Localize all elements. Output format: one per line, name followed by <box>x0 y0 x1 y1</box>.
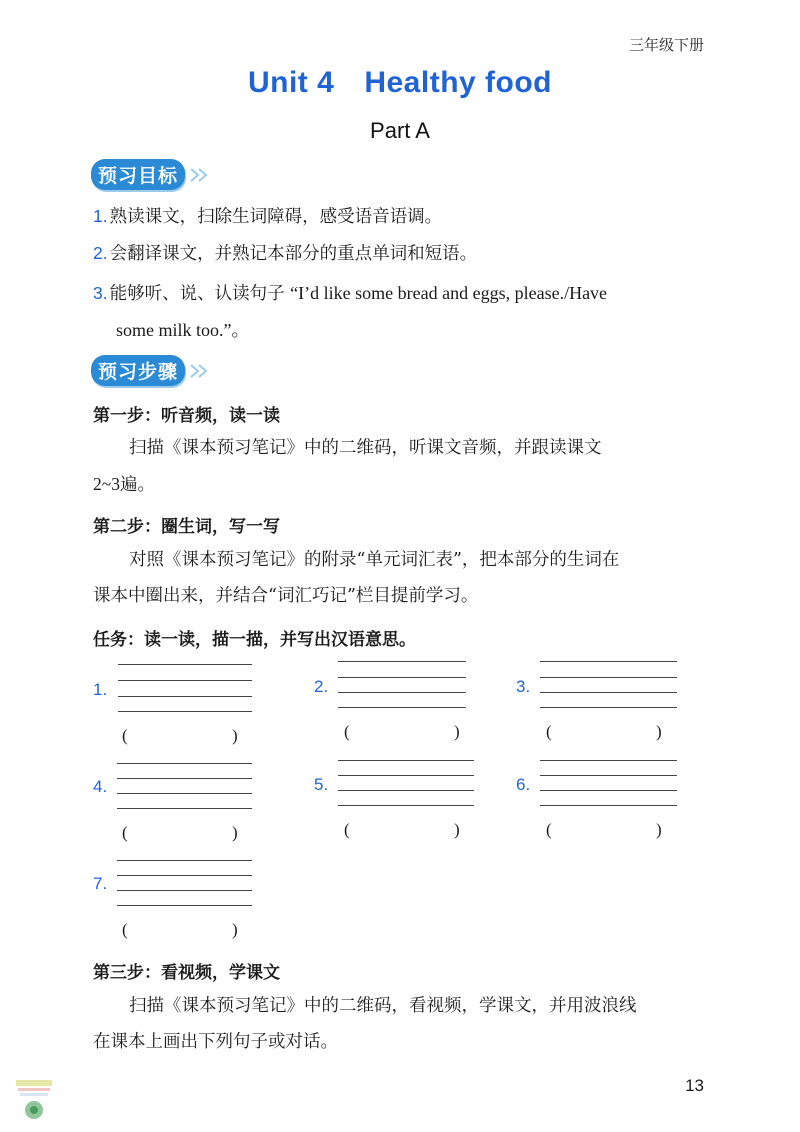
writing-line[interactable] <box>338 775 474 776</box>
answer-open-paren: ( <box>122 726 128 745</box>
writing-line[interactable] <box>338 677 466 678</box>
exercise-number: 1. <box>93 680 108 699</box>
writing-line[interactable] <box>338 805 474 806</box>
writing-line[interactable] <box>540 661 677 662</box>
step-1-title: 第一步：听音频，读一读 <box>93 406 280 426</box>
step-3-line-1: 扫描《课本预习笔记》中的二维码，看视频，学课文，并用波浪线 <box>129 996 637 1016</box>
goal-number: 1. <box>93 206 108 226</box>
step-3-line-2: 在课本上画出下列句子或对话。 <box>93 1032 338 1052</box>
step-2-title: 第二步：圈生词，写一写 <box>93 517 280 537</box>
task-instruction: 任务：读一读，描一描，并写出汉语意思。 <box>93 630 416 650</box>
writing-line[interactable] <box>338 760 474 761</box>
unit-title <box>0 66 800 100</box>
answer-close-paren: ) <box>454 722 460 741</box>
writing-line[interactable] <box>338 692 466 693</box>
part-title: Part A <box>370 118 430 143</box>
exercise-number: 2. <box>314 677 329 696</box>
goal-sentence-english-continued: some milk too.”。 <box>116 320 250 340</box>
answer-close-paren: ) <box>232 823 238 842</box>
writing-line[interactable] <box>117 778 252 779</box>
page-number: 13 <box>685 1076 704 1095</box>
publisher-stamp-icon <box>14 1078 54 1124</box>
unit-number: Unit 4 <box>247 66 335 99</box>
writing-line[interactable] <box>540 790 677 791</box>
writing-line[interactable] <box>117 763 252 764</box>
answer-open-paren: ( <box>344 722 350 741</box>
writing-line[interactable] <box>118 711 252 712</box>
writing-line[interactable] <box>540 677 677 678</box>
step-2-line-1: 对照《课本预习笔记》的附录“单元词汇表”，把本部分的生词在 <box>129 550 620 570</box>
goal-text: 能够听、说、认读句子 <box>109 284 291 304</box>
exercise-number: 7. <box>93 874 108 893</box>
exercise-number: 4. <box>93 777 108 796</box>
answer-close-paren: ) <box>656 820 662 839</box>
step-1-line-2: 2~3遍。 <box>93 474 155 494</box>
step-3-title: 第三步：看视频，学课文 <box>93 963 280 983</box>
step-1-text <box>93 430 715 502</box>
goal-2 <box>93 240 477 265</box>
goal-3-continued <box>116 316 250 342</box>
writing-line[interactable] <box>540 692 677 693</box>
goal-1 <box>93 203 442 228</box>
step-2-line-2: 课本中圈出来，并结合“词汇巧记”栏目提前学习。 <box>93 586 479 606</box>
answer-open-paren: ( <box>122 823 128 842</box>
writing-line[interactable] <box>540 760 677 761</box>
exercise-number: 3. <box>516 677 531 696</box>
writing-line[interactable] <box>117 875 252 876</box>
double-chevron-icon <box>188 166 210 184</box>
answer-open-paren: ( <box>546 820 552 839</box>
writing-line[interactable] <box>118 680 252 681</box>
writing-line[interactable] <box>338 661 466 662</box>
writing-line[interactable] <box>540 775 677 776</box>
grade-label: 三年级下册 <box>628 36 704 54</box>
unit-topic: Healthy food <box>364 66 552 99</box>
writing-line[interactable] <box>117 905 252 906</box>
answer-close-paren: ) <box>656 722 662 741</box>
writing-line[interactable] <box>118 664 252 665</box>
writing-line[interactable] <box>117 890 252 891</box>
goal-text: 熟读课文，扫除生词障碍，感受语音语调。 <box>109 207 443 227</box>
goals-badge-label: 预习目标 <box>91 159 185 190</box>
goal-3 <box>93 280 607 305</box>
answer-open-paren: ( <box>546 722 552 741</box>
answer-close-paren: ) <box>454 820 460 839</box>
answer-close-paren: ) <box>232 726 238 745</box>
goals-badge <box>91 159 210 190</box>
step-2-text <box>93 542 715 614</box>
writing-line[interactable] <box>540 707 677 708</box>
goal-number: 3. <box>93 283 108 303</box>
writing-line[interactable] <box>338 707 466 708</box>
step-3-text <box>93 988 715 1060</box>
goal-text: 会翻译课文，并熟记本部分的重点单词和短语。 <box>109 244 478 264</box>
goal-number: 2. <box>93 243 108 263</box>
writing-line[interactable] <box>117 808 252 809</box>
double-chevron-icon <box>188 362 210 380</box>
writing-line[interactable] <box>540 805 677 806</box>
writing-line[interactable] <box>117 860 252 861</box>
goal-sentence-english: “I’d like some bread and eggs, please./Have <box>290 283 608 303</box>
exercise-number: 5. <box>314 775 329 794</box>
exercise-number: 6. <box>516 775 531 794</box>
writing-line[interactable] <box>118 696 252 697</box>
steps-badge-label: 预习步骤 <box>91 355 185 386</box>
answer-close-paren: ) <box>232 920 238 939</box>
answer-open-paren: ( <box>122 920 128 939</box>
answer-open-paren: ( <box>344 820 350 839</box>
writing-line[interactable] <box>338 790 474 791</box>
steps-badge <box>91 355 210 386</box>
step-1-line-1: 扫描《课本预习笔记》中的二维码，听课文音频，并跟读课文 <box>129 438 602 458</box>
writing-line[interactable] <box>117 793 252 794</box>
